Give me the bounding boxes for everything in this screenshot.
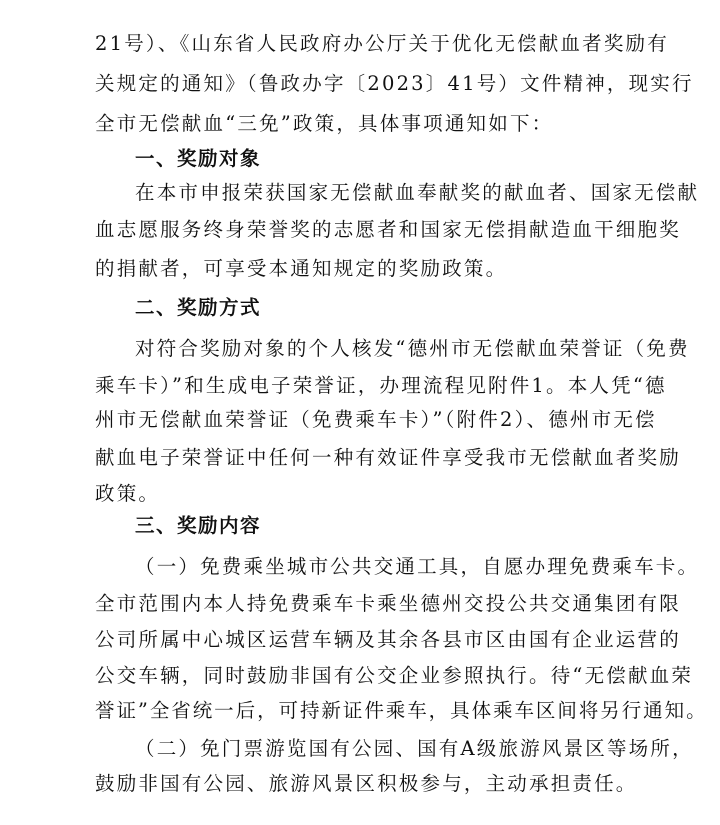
section-2-line-4: 献血电子荣誉证中任何一种有效证件享受我市无偿献血者奖励 (95, 446, 681, 469)
section-3-item-1-line-4: 公交车辆，同时鼓励非国有公交企业参照执行。待“无偿献血荣 (95, 664, 694, 687)
section-3-heading: 三、奖励内容 (135, 514, 262, 537)
section-3-item-2-line-2: 鼓励非国有公园、旅游风景区积极参与，主动承担责任。 (95, 772, 638, 795)
section-2-line-5: 政策。 (95, 482, 161, 505)
intro-line-1: 21号）、《山东省人民政府办公厅关于优化无偿献血者奖励有 (95, 32, 669, 55)
section-2-line-2: 乘车卡）”和生成电子荣誉证，办理流程见附件1。本人凭“德 (95, 374, 667, 397)
section-1-line-3: 的捐献者，可享受本通知规定的奖励政策。 (95, 257, 508, 280)
section-2-line-1: 对符合奖励对象的个人核发“德州市无偿献血荣誉证（免费 (135, 337, 690, 360)
section-1-heading: 一、奖励对象 (135, 147, 262, 170)
section-3-item-1-line-2: 全市范围内本人持免费乘车卡乘坐德州交投公共交通集团有限 (95, 592, 681, 615)
section-3-item-1-line-3: 公司所属中心城区运营车辆及其余各县市区由国有企业运营的 (95, 628, 681, 651)
section-1-line-1: 在本市申报荣获国家无偿献血奉献奖的献血者、国家无偿献 (135, 181, 700, 204)
intro-line-2: 关规定的通知》（鲁政办字〔2023〕41号）文件精神，现实行 (95, 72, 694, 95)
section-1-line-2: 血志愿服务终身荣誉奖的志愿者和国家无偿捐献造血干细胞奖 (95, 218, 681, 241)
intro-line-3: 全市无偿献血“三免”政策，具体事项通知如下： (95, 112, 554, 135)
section-3-item-1-line-1: （一）免费乘坐城市公共交通工具，自愿办理免费乘车卡。 (135, 555, 700, 578)
section-2-line-3: 州市无偿献血荣誉证（免费乘车卡）”（附件2）、德州市无偿 (95, 408, 657, 431)
section-3-item-2-line-1: （二）免门票游览国有公园、国有A级旅游风景区等场所， (135, 737, 694, 760)
section-3-item-1-line-5: 誉证”全省统一后，可持新证件乘车，具体乘车区间将另行通知。 (95, 699, 708, 722)
section-2-heading: 二、奖励方式 (135, 296, 262, 319)
